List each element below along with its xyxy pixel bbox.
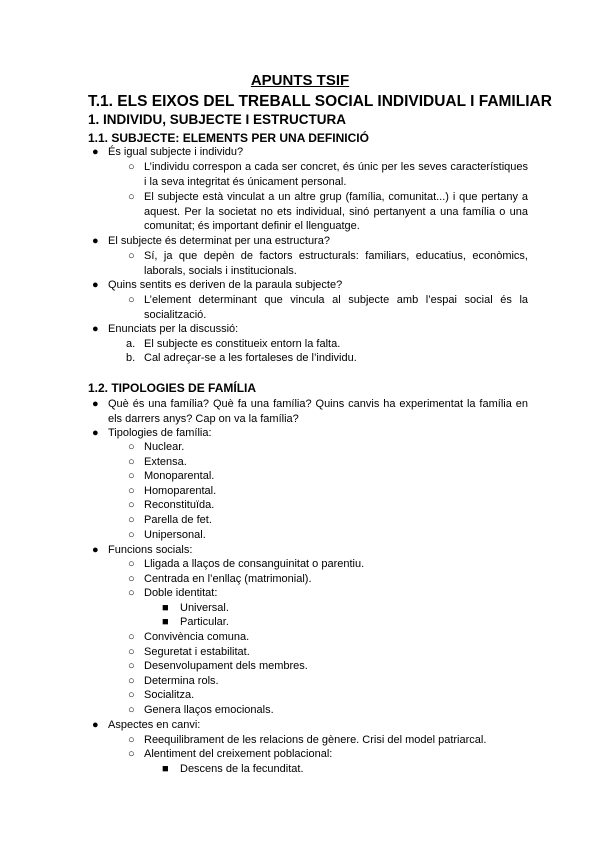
bullet-icon: ●	[92, 323, 99, 335]
circle-bullet-icon: ○	[128, 646, 135, 658]
circle-bullet-icon: ○	[128, 558, 135, 570]
bullet-icon: ●	[92, 398, 99, 410]
list-marker: a.	[126, 338, 136, 350]
circle-bullet-icon: ○	[128, 631, 135, 643]
circle-bullet-icon: ○	[128, 470, 135, 482]
circle-bullet-icon: ○	[128, 499, 135, 511]
list-item: Convivència comuna.	[144, 631, 250, 643]
list-item: Nuclear.	[144, 441, 185, 453]
circle-bullet-icon: ○	[128, 587, 135, 599]
list-item: Què és una família? Què fa una família? Quins canvis ha experimentat la família en els darrers anys? Cap on va la família?	[108, 398, 528, 425]
square-bullet-icon: ■	[162, 616, 169, 628]
circle-bullet-icon: ○	[128, 456, 135, 468]
circle-bullet-icon: ○	[128, 660, 135, 672]
list-item: Parella de fet.	[144, 514, 212, 526]
square-bullet-icon: ■	[162, 602, 169, 614]
circle-bullet-icon: ○	[128, 441, 135, 453]
bullet-icon: ●	[92, 427, 99, 439]
bullet-icon: ●	[92, 235, 99, 247]
list-item: Quins sentits es deriven de la paraula subjecte?	[108, 279, 343, 291]
list-item: Genera llaços emocionals.	[144, 704, 274, 716]
list-item: L’individu correspon a cada ser concret, és únic per les seves característiques i la seva integritat és únicament personal.	[144, 161, 528, 188]
circle-bullet-icon: ○	[128, 250, 135, 262]
list-item: Reconstituïda.	[144, 499, 215, 511]
list-item: Particular.	[180, 616, 229, 628]
bullet-icon: ●	[92, 719, 99, 731]
circle-bullet-icon: ○	[128, 514, 135, 526]
circle-bullet-icon: ○	[128, 675, 135, 687]
list-item: Homoparental.	[144, 485, 217, 497]
list-item: Reequilibrament de les relacions de gènere. Crisi del model patriarcal.	[144, 734, 487, 746]
section-1-heading: 1. INDIVIDU, SUBJECTE I ESTRUCTURA	[88, 112, 347, 127]
subsection-1-1-heading: 1.1. SUBJECTE: ELEMENTS PER UNA DEFINICIÓ	[88, 131, 369, 145]
list-item: El subjecte està vinculat a un altre grup (família, comunitat...) i que pertany a aquest. Per la societat no ets individual, sinó pertanyent a una família o una comunitat; és important definir el llenguatge.	[144, 191, 528, 232]
document-title: APUNTS TSIF	[250, 72, 350, 89]
bullet-icon: ●	[92, 279, 99, 291]
circle-bullet-icon: ○	[128, 734, 135, 746]
bullet-icon: ●	[92, 544, 99, 556]
square-bullet-icon: ■	[162, 763, 169, 775]
list-item: Funcions socials:	[108, 544, 193, 556]
subsection-1-2-heading: 1.2. TIPOLOGIES DE FAMÍLIA	[88, 381, 257, 395]
bullet-icon: ●	[92, 146, 99, 158]
circle-bullet-icon: ○	[128, 704, 135, 716]
list-item: Universal.	[180, 602, 229, 614]
list-item: Descens de la fecunditat.	[180, 763, 304, 775]
list-item: El subjecte es constitueix entorn la falta.	[144, 338, 341, 350]
list-item: Monoparental.	[144, 470, 215, 482]
list-item: Doble identitat:	[144, 587, 218, 599]
circle-bullet-icon: ○	[128, 485, 135, 497]
circle-bullet-icon: ○	[128, 748, 135, 760]
list-item: Desenvolupament dels membres.	[144, 660, 308, 672]
list-marker: b.	[126, 352, 136, 364]
list-item: Cal adreçar-se a les fortaleses de l’individu.	[144, 352, 357, 364]
list-item: Tipologies de família:	[108, 427, 212, 439]
circle-bullet-icon: ○	[128, 191, 135, 203]
circle-bullet-icon: ○	[128, 529, 135, 541]
list-item: Enunciats per la discussió:	[108, 323, 239, 335]
list-item: El subjecte és determinat per una estructura?	[108, 235, 330, 247]
list-item: Socialitza.	[144, 689, 195, 701]
circle-bullet-icon: ○	[128, 573, 135, 585]
list-item: Determina rols.	[144, 675, 219, 687]
list-item: Sí, ja que depèn de factors estructurals: familiars, educatius, econòmics, laborals, socials i institucionals.	[144, 250, 528, 277]
list-item: Extensa.	[144, 456, 187, 468]
list-item: Alentiment del creixement poblacional:	[144, 748, 333, 760]
list-item: Seguretat i estabilitat.	[144, 646, 250, 658]
circle-bullet-icon: ○	[128, 161, 135, 173]
topic-heading: T.1. ELS EIXOS DEL TREBALL SOCIAL INDIVIDUAL I FAMILIAR	[88, 93, 552, 110]
circle-bullet-icon: ○	[128, 689, 135, 701]
list-item: Aspectes en canvi:	[108, 719, 201, 731]
list-item: L’element determinant que vincula al subjecte amb l’espai social és la socialització.	[144, 294, 528, 321]
circle-bullet-icon: ○	[128, 294, 135, 306]
list-item: Lligada a llaços de consanguinitat o parentiu.	[144, 558, 365, 570]
list-item: Centrada en l’enllaç (matrimonial).	[144, 573, 312, 585]
list-item: És igual subjecte i individu?	[108, 146, 244, 158]
list-item: Unipersonal.	[144, 529, 206, 541]
